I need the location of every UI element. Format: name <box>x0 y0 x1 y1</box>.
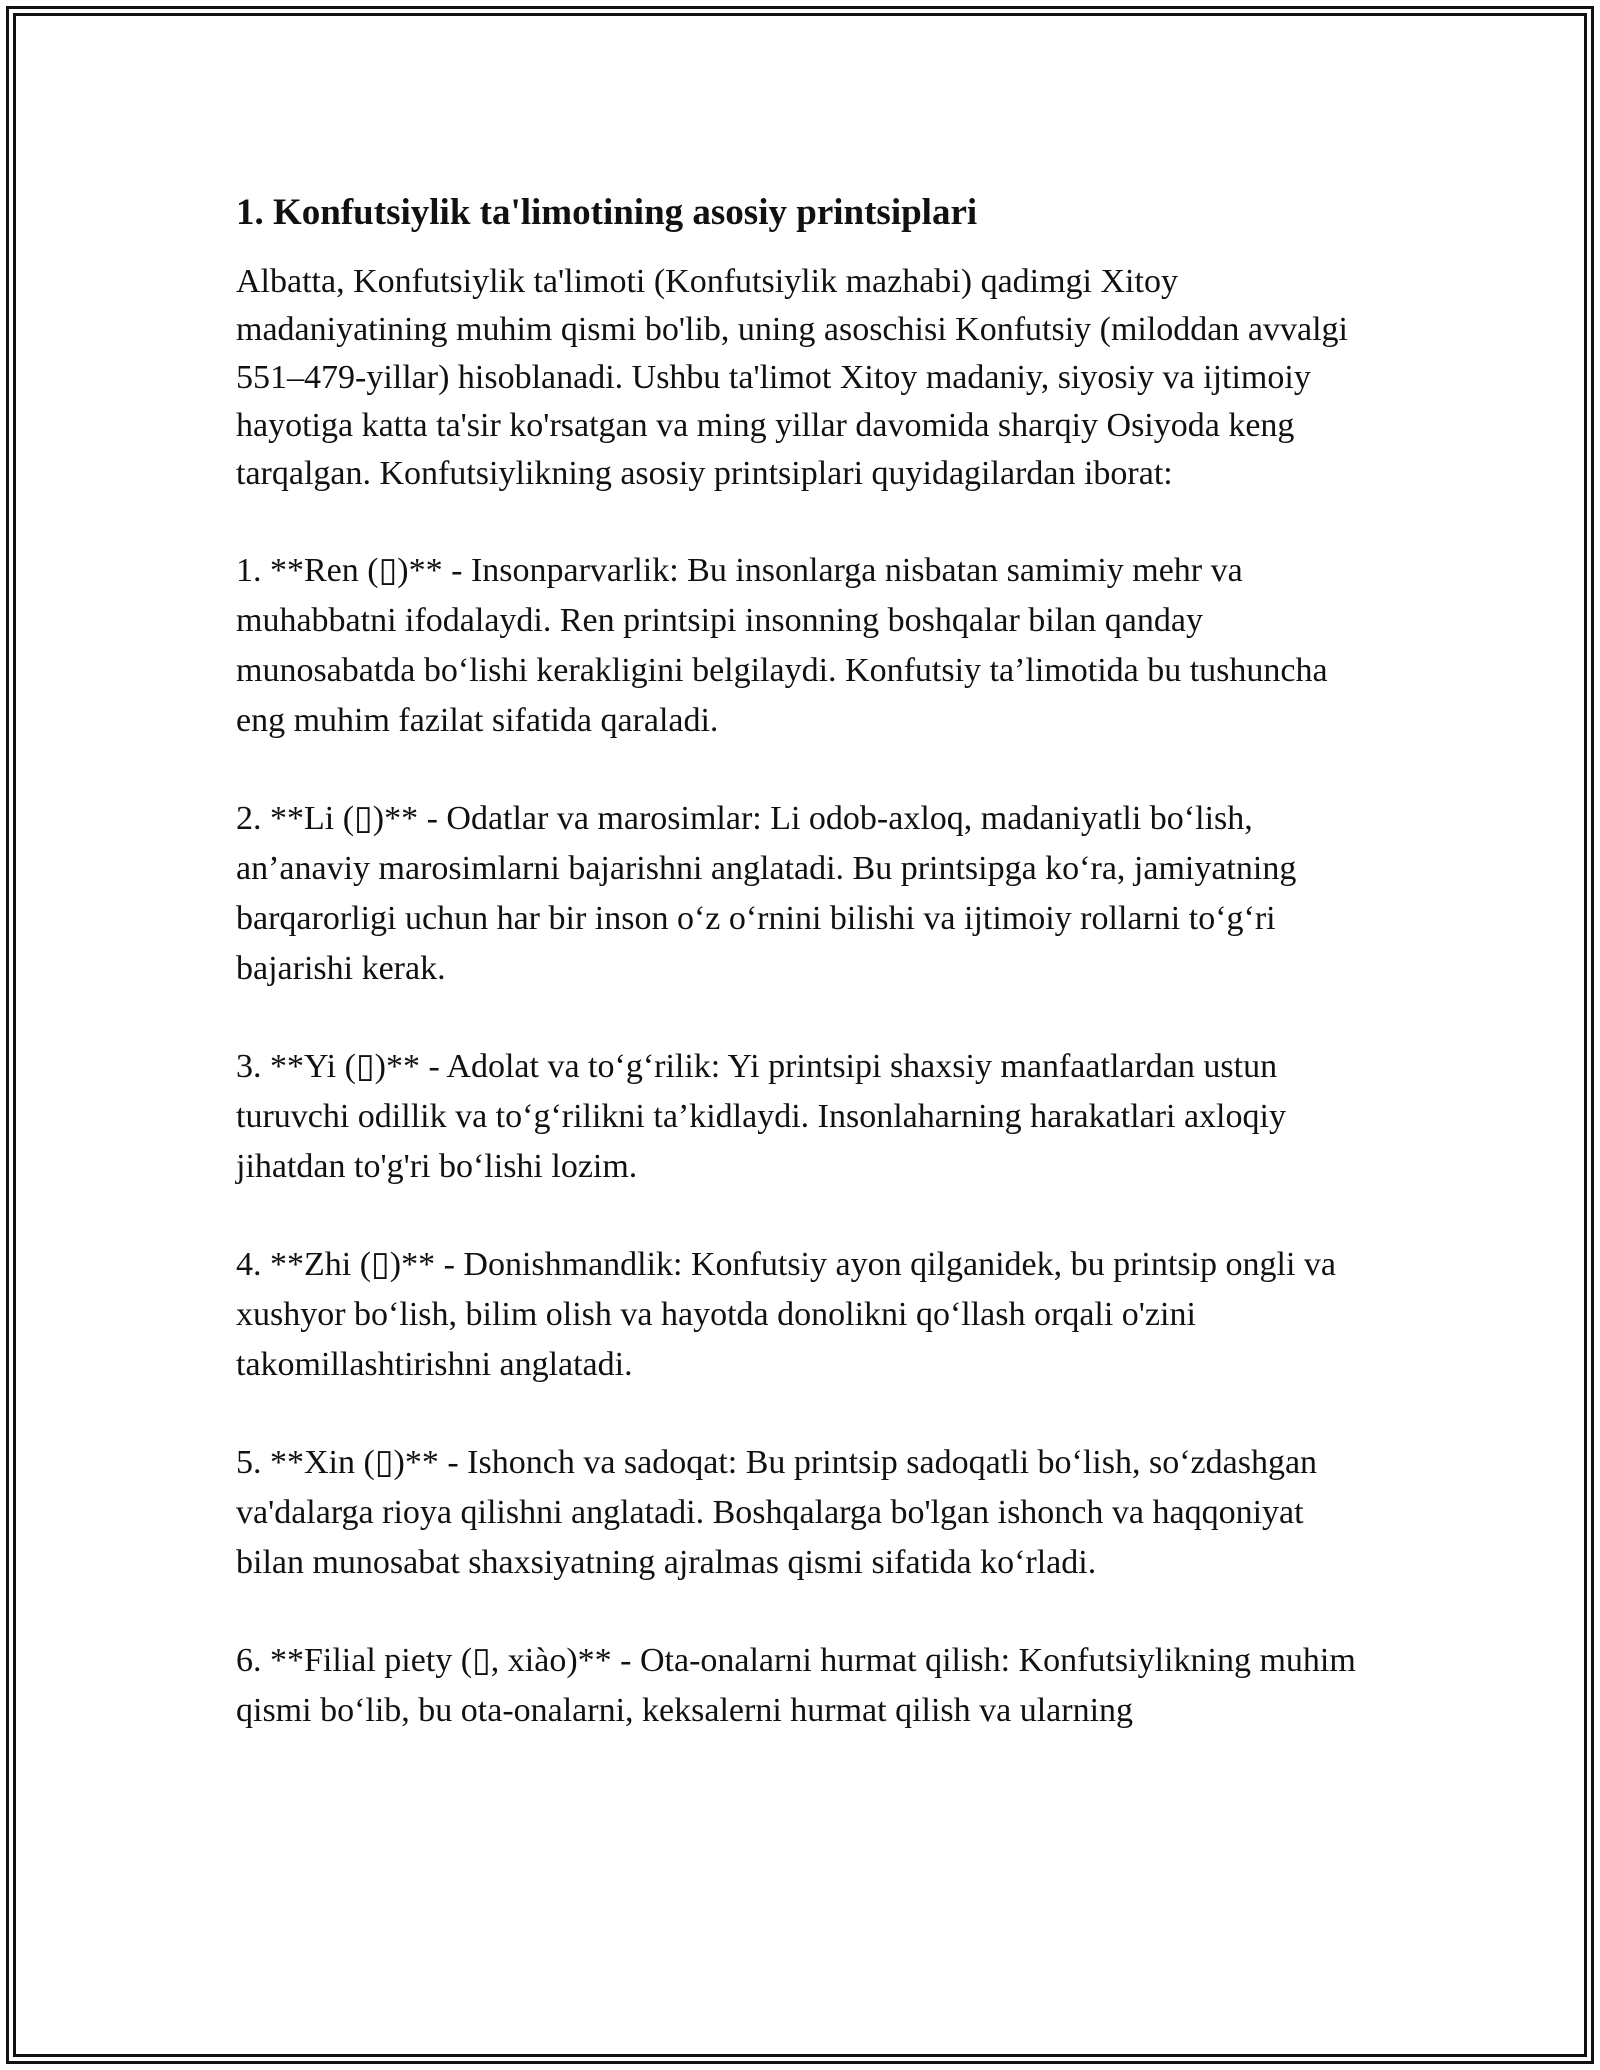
principle-yi: 3. **Yi (▯)** - Adolat va to‘g‘rilik: Yi printsipi shaxsiy manfaatlardan ustun turuvchi odillik va to‘g‘rilikni ta’kidlaydi. Insonlaharning harakatlari axloqiy jihatdan to'g'ri bo‘lishi lozim. <box>236 1048 1286 1185</box>
principle-xin: 5. **Xin (▯)** - Ishonch va sadoqat: Bu printsip sadoqatli bo‘lish, so‘zdashgan va'dalarga rioya qilishni anglatadi. Boshqalarga bo'lgan ishonch va haqqoniyat bilan munosabat shaxsiyatning ajralmas qismi sifatida ko‘rladi. <box>236 1444 1318 1581</box>
principle-filial-piety: 6. **Filial piety (▯, xiào)** - Ota-onalarni hurmat qilish: Konfutsiylikning muhim qismi bo‘lib, bu ota-onalarni, keksalerni hurmat qilish va ularning <box>236 1642 1356 1729</box>
principle-ren: 1. **Ren (▯)** - Insonparvarlik: Bu insonlarga nisbatan samimiy mehr va muhabbatni ifodalaydi. Ren printsipi insonning boshqalar bilan qanday munosabatda bo‘lishi kerakligini belgilaydi. Konfutsiy ta’limotida bu tushuncha eng muhim fazilat sifatida qaraladi. <box>236 552 1328 739</box>
document-body <box>236 186 1376 1736</box>
section-heading: 1. Konfutsiylik ta'limotining asosiy printsiplari <box>236 192 978 233</box>
intro-paragraph: Albatta, Konfutsiylik ta'limoti (Konfutsiylik mazhabi) qadimgi Xitoy madaniyatining muhim qismi bo'lib, uning asoschisi Konfutsiy (miloddan avvalgi 551–479-yillar) hisoblanadi. Ushbu ta'limot Xitoy madaniy, siyosiy va ijtimoiy hayotiga katta ta'sir ko'rsatgan va ming yillar davomida sharqiy Osiyoda keng tarqalgan. Konfutsiylikning asosiy printsiplari quyidagilardan iborat: <box>236 263 1348 492</box>
principle-li: 2. **Li (▯)** - Odatlar va marosimlar: Li odob-axloq, madaniyatli bo‘lish, an’anaviy marosimlarni bajarishni anglatadi. Bu printsipga ko‘ra, jamiyatning barqarorligi uchun har bir inson o‘z o‘rnini bilishi va ijtimoiy rollarni to‘g‘ri bajarishi kerak. <box>236 800 1297 987</box>
principle-zhi: 4. **Zhi (▯)** - Donishmandlik: Konfutsiy ayon qilganidek, bu printsip ongli va xushyor bo‘lish, bilim olish va hayotda donolikni qo‘llash orqali o'zini takomillashtirishni anglatadi. <box>236 1246 1336 1383</box>
